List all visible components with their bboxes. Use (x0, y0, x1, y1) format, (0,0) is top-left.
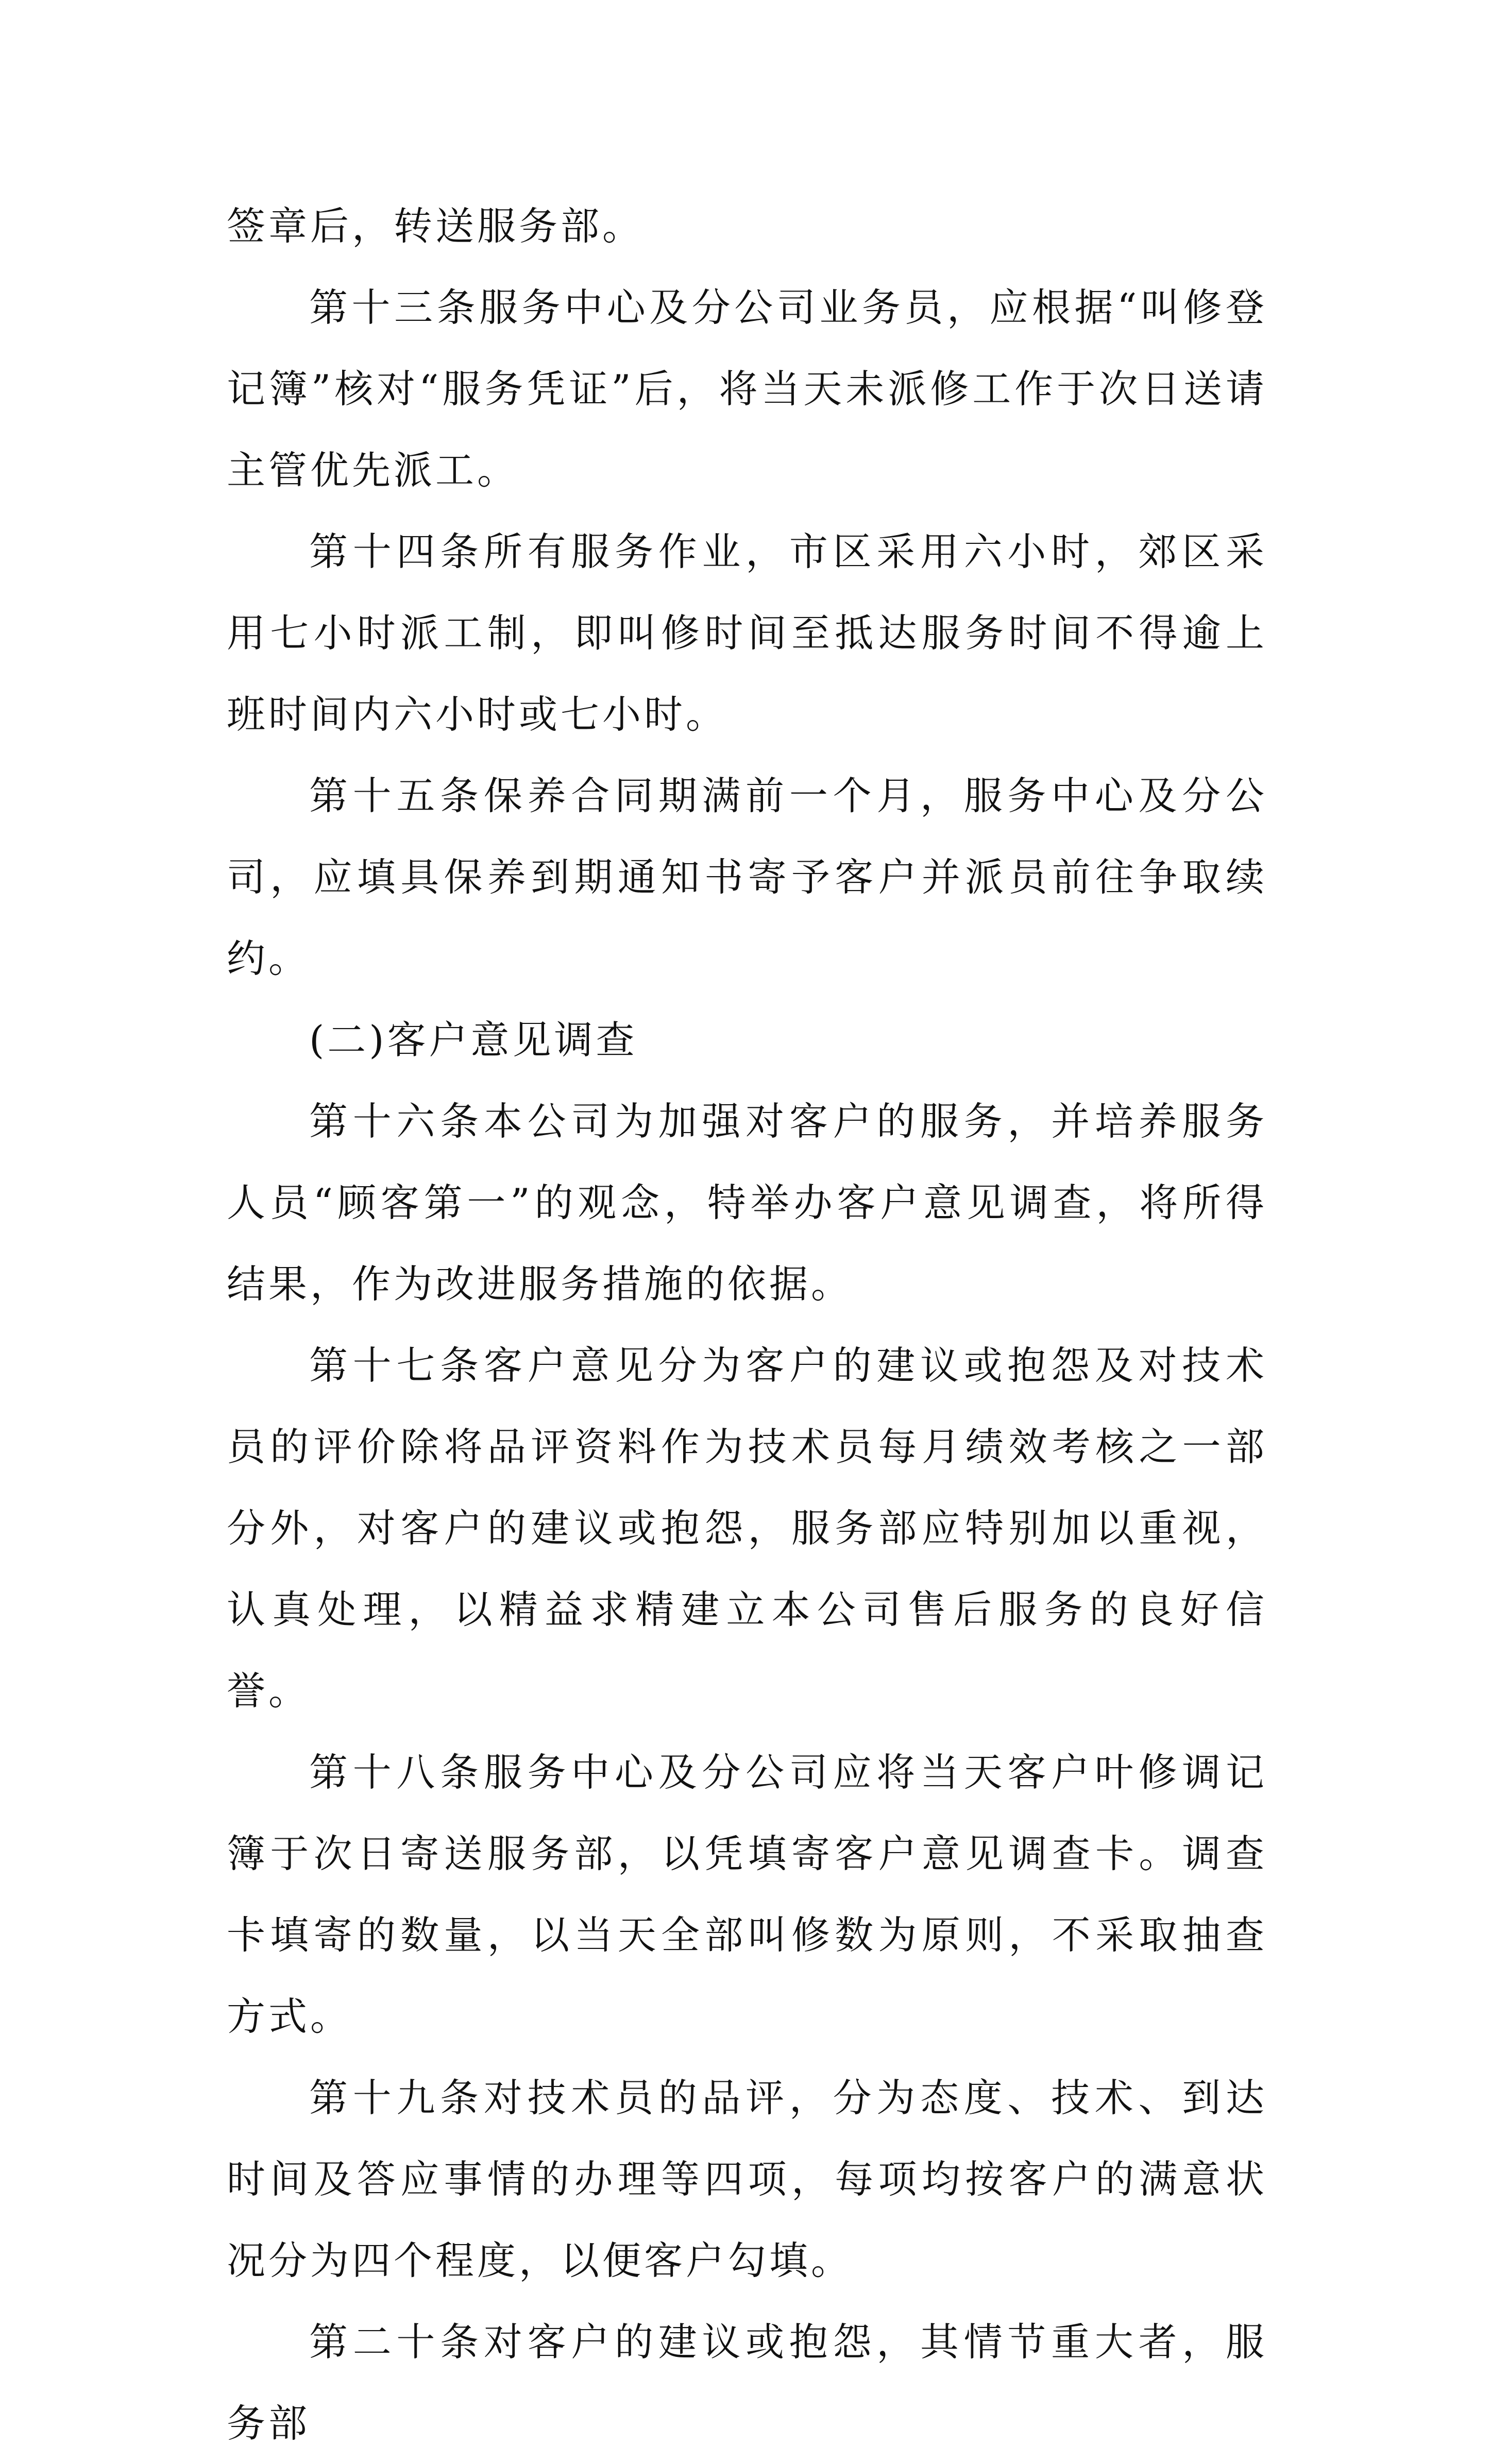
paragraph-article-20: 第二十条对客户的建议或抱怨，其情节重大者，服务部 (227, 2319, 1267, 2446)
section-heading-customer-survey: (二)客户意见调查 (309, 1017, 638, 1063)
paragraph-article-15: 第十五条保养合同期满前一个月，服务中心及分公司，应填具保养到期通知书寄予客户并派员前往争取续约。 (227, 773, 1267, 981)
paragraph-article-17: 第十七条客户意见分为客户的建议或抱怨及对技术员的评价除将品评资料作为技术员每月绩效考核之一部分外，对客户的建议或抱怨，服务部应特别加以重视，认真处理，以精益求精建立本公司售后服务的良好信誉。 (227, 1343, 1267, 1714)
document-body (227, 185, 1267, 2464)
paragraph-continued: 签章后，转送服务部。 (227, 203, 645, 249)
paragraph-article-16: 第十六条本公司为加强对客户的服务，并培养服务人员“顾客第一”的观念，特举办客户意见调查，将所得结果，作为改进服务措施的依据。 (227, 1099, 1267, 1307)
paragraph-article-18: 第十八条服务中心及分公司应将当天客户叶修调记簿于次日寄送服务部，以凭填寄客户意见调查卡。调查卡填寄的数量，以当天全部叫修数为原则，不采取抽查方式。 (227, 1750, 1267, 2039)
paragraph-article-13: 第十三条服务中心及分公司业务员，应根据“叫修登记簿”核对“服务凭证”后，将当天未派修工作于次日送请主管优先派工。 (227, 285, 1267, 493)
paragraph-article-14: 第十四条所有服务作业，市区采用六小时，郊区采用七小时派工制，即叫修时间至抵达服务时间不得逾上班时间内六小时或七小时。 (227, 529, 1267, 737)
paragraph-article-19: 第十九条对技术员的品评，分为态度、技术、到达时间及答应事情的办理等四项，每项均按客户的满意状况分为四个程度，以便客户勾填。 (227, 2075, 1267, 2283)
